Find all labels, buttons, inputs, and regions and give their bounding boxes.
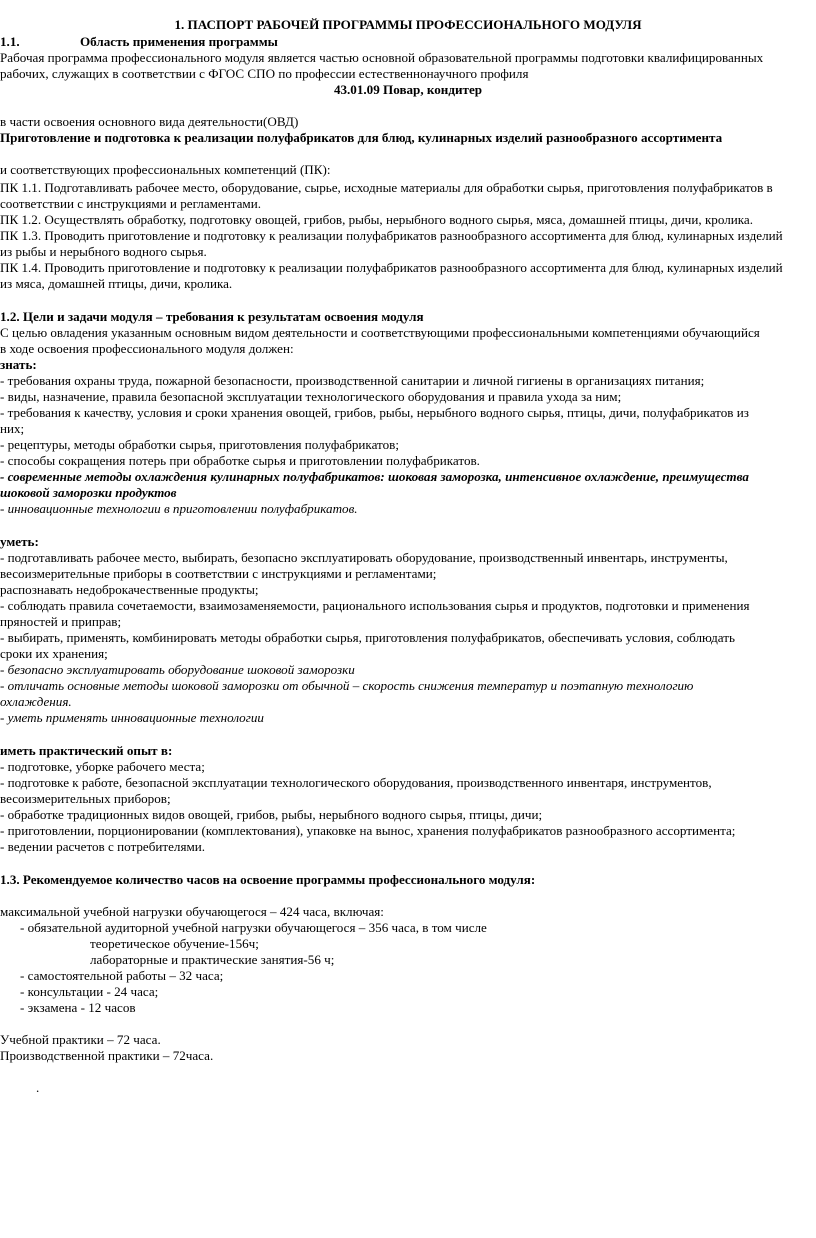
subsection-number: 1.1. xyxy=(0,34,20,49)
can-item: распознавать недоброкачественные продукты; xyxy=(0,582,259,597)
intro-line-2: рабочих, служащих в соответствии с ФГОС СПО по профессии естественнонаучного профиля xyxy=(0,66,529,81)
pk-1-3-line-1: ПК 1.3. Проводить приготовление и подготовку к реализации полуфабрикатов разнообразного ассортимента для блюд, кулинарных изделий xyxy=(0,228,783,243)
know-item: - рецептуры, методы обработки сырья, приготовления полуфабрикатов; xyxy=(0,437,399,452)
can-item: весоизмерительные приборы в соответствии с инструкциями и регламентами; xyxy=(0,566,437,581)
section-title: 1. ПАСПОРТ РАБОЧЕЙ ПРОГРАММЫ ПРОФЕССИОНАЛЬНОГО МОДУЛЯ xyxy=(174,17,642,32)
intro-line-1: Рабочая программа профессионального модуля является частью основной образовательной программы подготовки квалифицированных xyxy=(0,50,764,65)
can-item-italic: охлаждения. xyxy=(0,694,72,709)
independent-hours: - самостоятельной работы – 32 часа; xyxy=(20,968,224,983)
experience-item: - подготовке, уборке рабочего места; xyxy=(0,759,205,774)
know-label: знать: xyxy=(0,357,37,372)
can-item: - выбирать, применять, комбинировать методы обработки сырья, приготовления полуфабрикатов, обеспечивать условия, соблюдать xyxy=(0,630,735,645)
pk-intro: и соответствующих профессиональных компетенций (ПК): xyxy=(0,162,331,177)
know-item-innovations: - инновационные технологии в приготовлении полуфабрикатов. xyxy=(0,501,358,516)
pk-1-3-line-2: из рыбы и нерыбного водного сырья. xyxy=(0,244,207,259)
pk-1-4-line-2: из мяса, домашней птицы, дичи, кролика. xyxy=(0,276,233,291)
know-item-italic: - современные методы охлаждения кулинарных полуфабрикатов: шоковая заморозка, интенсивное охлаждение, преимущества xyxy=(0,469,749,484)
mandatory-load: - обязательной аудиторной учебной нагрузки обучающегося – 356 часа, в том числе xyxy=(20,920,487,935)
can-item: сроки их хранения; xyxy=(0,646,108,661)
can-item: пряностей и приправ; xyxy=(0,614,122,629)
section-1-2-intro-1: С целью овладения указанным основным видом деятельности и соответствующими профессиональными компетенциями обучающийся xyxy=(0,325,760,340)
can-item-italic: - уметь применять инновационные технологии xyxy=(0,710,264,725)
trailing-dot: . xyxy=(36,1080,40,1095)
section-1-3-title: 1.3. Рекомендуемое количество часов на освоение программы профессионального модуля: xyxy=(0,872,536,887)
experience-label: иметь практический опыт в: xyxy=(0,743,173,758)
production-practice: Производственной практики – 72часа. xyxy=(0,1048,214,1063)
experience-item: - ведении расчетов с потребителями. xyxy=(0,839,206,854)
experience-item: - обработке традиционных видов овощей, грибов, рыбы, нерыбного водного сырья, птицы, дичи; xyxy=(0,807,543,822)
max-load: максимальной учебной нагрузки обучающегося – 424 часа, включая: xyxy=(0,904,384,919)
can-item: - подготавливать рабочее место, выбирать, безопасно эксплуатировать оборудование, производственный инвентарь, инструменты, xyxy=(0,550,728,565)
experience-item: - подготовке к работе, безопасной эксплуатации технологического оборудования, производственного инвентаря, инструментов, xyxy=(0,775,712,790)
can-label: уметь: xyxy=(0,534,39,549)
know-item: - требования охраны труда, пожарной безопасности, производственной санитарии и личной гигиены в организациях питания; xyxy=(0,373,705,388)
consultation-hours: - консультации - 24 часа; xyxy=(20,984,159,999)
pk-1-2: ПК 1.2. Осуществлять обработку, подготовку овощей, грибов, рыбы, нерыбного водного сырья, мяса, домашней птицы, дичи, кролика. xyxy=(0,212,754,227)
pk-1-1-line-1: ПК 1.1. Подготавливать рабочее место, оборудование, сырье, исходные материалы для обработки сырья, приготовления полуфабрикатов в xyxy=(0,180,773,195)
section-1-2-title: 1.2. Цели и задачи модуля – требования к результатам освоения модуля xyxy=(0,309,424,324)
theory-hours: теоретическое обучение-156ч; xyxy=(90,936,259,951)
ovd-label: в части освоения основного вида деятельности(ОВД) xyxy=(0,114,299,129)
exam-hours: - экзамена - 12 часов xyxy=(20,1000,136,1015)
subsection-title: Область применения программы xyxy=(80,34,278,49)
profession-code: 43.01.09 Повар, кондитер xyxy=(333,82,483,97)
experience-item: - приготовлении, порционировании (комплектования), упаковке на вынос, хранения полуфабрикатов разнообразного ассортимента; xyxy=(0,823,736,838)
ovd-name: Приготовление и подготовка к реализации полуфабрикатов для блюд, кулинарных изделий разнообразного ассортимента xyxy=(0,130,723,145)
can-item: - соблюдать правила сочетаемости, взаимозаменяемости, рационального использования сырья и продуктов, подготовки и применения xyxy=(0,598,750,613)
lab-hours: лабораторные и практические занятия-56 ч; xyxy=(90,952,335,967)
experience-item: весоизмерительных приборов; xyxy=(0,791,171,806)
section-1-2-intro-2: в ходе освоения профессионального модуля должен: xyxy=(0,341,294,356)
can-item-italic: - отличать основные методы шоковой заморозки от обычной – скорость снижения температур и поэтапную технологию xyxy=(0,678,694,693)
know-item: - требования к качеству, условия и сроки хранения овощей, грибов, рыбы, нерыбного водного сырья, птицы, дичи, полуфабрикатов из xyxy=(0,405,749,420)
can-item-tail: шоковой заморозки xyxy=(243,662,355,677)
know-item: - виды, назначение, правила безопасной эксплуатации технологического оборудования и правила ухода за ним; xyxy=(0,389,622,404)
educational-practice: Учебной практики – 72 часа. xyxy=(0,1032,161,1047)
pk-1-1-line-2: соответствии с инструкциями и регламентами. xyxy=(0,196,261,211)
can-item-italic xyxy=(0,662,816,678)
subsection-heading xyxy=(0,34,816,50)
know-item: них; xyxy=(0,421,25,436)
know-item-italic: шоковой заморозки продуктов xyxy=(0,485,177,500)
know-item: - способы сокращения потерь при обработке сырья и приготовлении полуфабрикатов. xyxy=(0,453,480,468)
pk-1-4-line-1: ПК 1.4. Проводить приготовление и подготовку к реализации полуфабрикатов разнообразного ассортимента для блюд, кулинарных изделий xyxy=(0,260,783,275)
can-item-main: - безопасно эксплуатировать оборудование xyxy=(0,662,244,677)
